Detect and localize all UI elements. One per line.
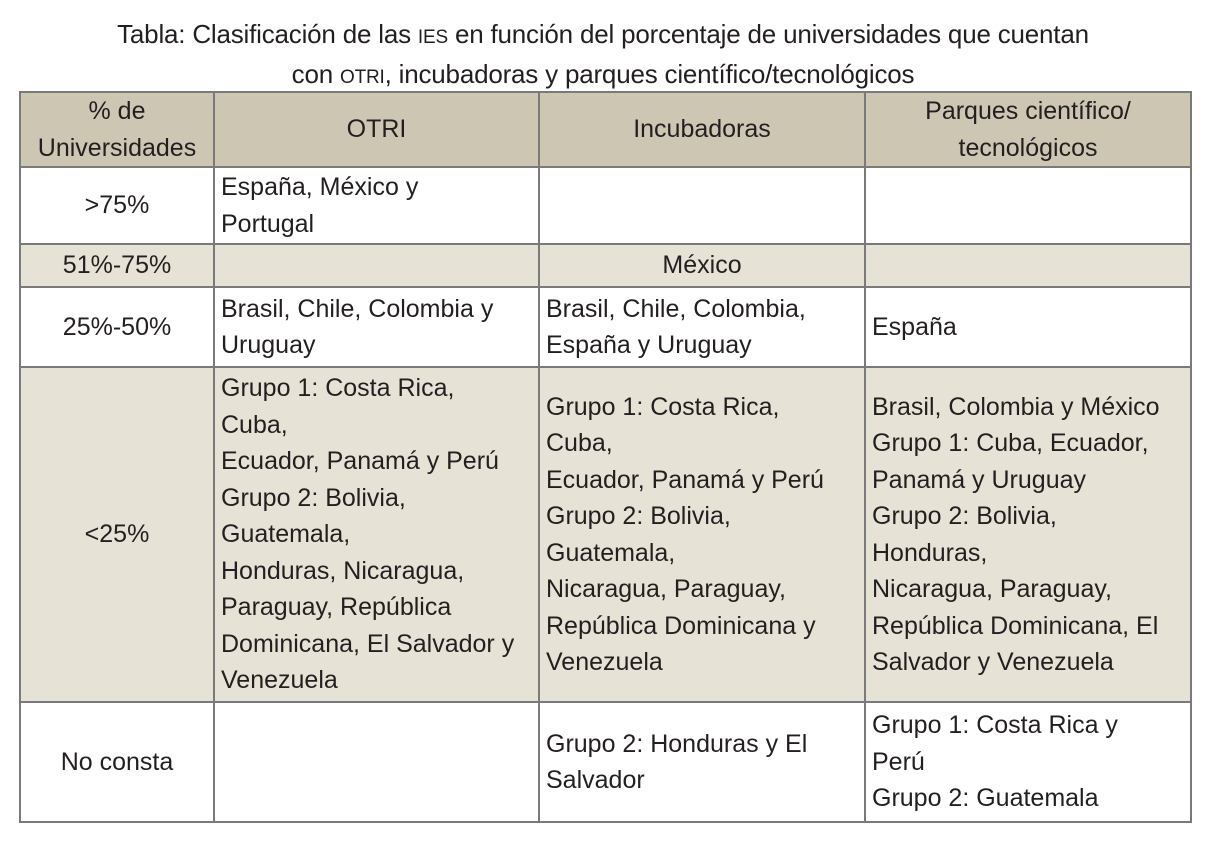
cell-pct: <25% — [20, 367, 214, 702]
cell-parques — [865, 244, 1191, 287]
table-title — [0, 16, 1206, 96]
cell-parques: España — [865, 287, 1191, 367]
header-row — [20, 92, 1191, 167]
table-row — [20, 167, 1191, 244]
cell-incubadoras: Brasil, Chile, Colombia, España y Uruguay — [539, 287, 865, 367]
table-title-line-1 — [0, 16, 1206, 56]
cell-incubadoras: México — [539, 244, 865, 287]
cell-parques: Grupo 1: Costa Rica y Perú Grupo 2: Guatemala — [865, 702, 1191, 822]
header-incubadoras: Incubadoras — [539, 92, 865, 167]
header-parques: Parques científico/ tecnológicos — [865, 92, 1191, 167]
title-ies-abbrev: IES — [417, 27, 448, 48]
table-row — [20, 367, 1191, 702]
title-otri-abbrev: OTRI — [340, 67, 385, 88]
header-otri: OTRI — [214, 92, 539, 167]
cell-otri: Grupo 1: Costa Rica, Cuba, Ecuador, Panamá y Perú Grupo 2: Bolivia, Guatemala, Honduras, Nicaragua, Paraguay, República Dominicana, El Salvador y Venezuela — [214, 367, 539, 702]
cell-otri: España, México y Portugal — [214, 167, 539, 244]
cell-otri: Brasil, Chile, Colombia y Uruguay — [214, 287, 539, 367]
title-text: , incubadoras y parques científico/tecnológicos — [384, 59, 915, 89]
table-title-line-2 — [0, 56, 1206, 96]
classification-table — [19, 91, 1192, 823]
table-row — [20, 287, 1191, 367]
title-text: Tabla: Clasificación de las — [117, 19, 418, 49]
title-text: en función del porcentaje de universidades que cuentan — [447, 19, 1089, 49]
cell-incubadoras: Grupo 2: Honduras y El Salvador — [539, 702, 865, 822]
cell-pct: 51%-75% — [20, 244, 214, 287]
cell-pct: No consta — [20, 702, 214, 822]
cell-parques: Brasil, Colombia y México Grupo 1: Cuba, Ecuador, Panamá y Uruguay Grupo 2: Bolivia, Honduras, Nicaragua, Paraguay, República Dominicana, El Salvador y Venezuela — [865, 367, 1191, 702]
title-text: con — [291, 59, 341, 89]
header-pct-universidades: % de Universidades — [20, 92, 214, 167]
cell-otri — [214, 702, 539, 822]
table-row — [20, 244, 1191, 287]
cell-incubadoras — [539, 167, 865, 244]
cell-incubadoras: Grupo 1: Costa Rica, Cuba, Ecuador, Panamá y Perú Grupo 2: Bolivia, Guatemala, Nicaragua, Paraguay, República Dominicana y Venezuela — [539, 367, 865, 702]
cell-pct: 25%-50% — [20, 287, 214, 367]
cell-pct: >75% — [20, 167, 214, 244]
table-row — [20, 702, 1191, 822]
cell-parques — [865, 167, 1191, 244]
cell-otri — [214, 244, 539, 287]
